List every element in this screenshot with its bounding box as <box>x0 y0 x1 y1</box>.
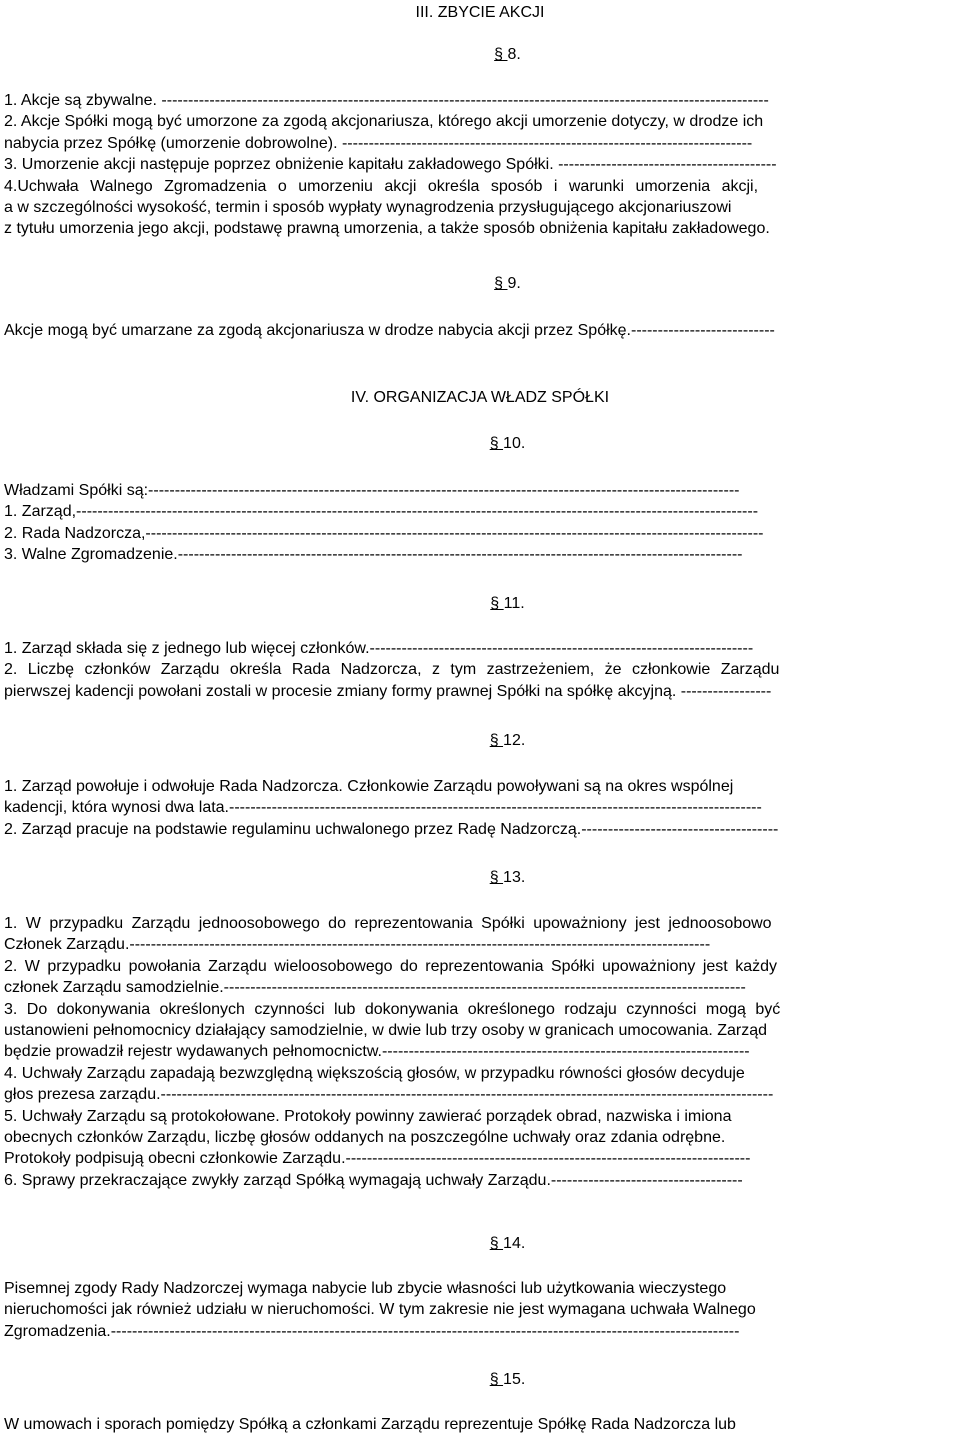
text-line: będzie prowadził rejestr wydawanych pełnomocnictw.--------------------------------------------------------------------- <box>4 1043 750 1061</box>
text-line: głos prezesa zarządu.------------------------------------------------------------------------------------------------------------------- <box>4 1086 774 1104</box>
paragraph-number-label: 9. <box>507 275 521 292</box>
paragraph-number: § <box>489 732 504 749</box>
text-line: ustanowieni pełnomocnicy działający samodzielnie, w dwie lub trzy osoby w granicach umocowania. Zarząd <box>4 1022 768 1040</box>
text-line: Akcje mogą być umarzane za zgodą akcjonariusza w drodze nabycia akcji przez Spółkę.--------------------------- <box>4 322 775 339</box>
paragraph-number: § <box>494 275 508 292</box>
text-line: nabycia przez Spółkę (umorzenie dobrowolne). ----------------------------------------------------------------------------- <box>4 134 753 152</box>
section-heading-organizacja <box>0 387 960 408</box>
text-line: 5. Uchwały Zarządu są protokołowane. Protokoły powinny zawierać porządek obrad, nazwiska i imiona <box>4 1107 732 1125</box>
paragraph-number: § <box>489 1235 504 1252</box>
paragraph-number: § <box>490 595 504 612</box>
text-line: Pisemnej zgody Rady Nadzorczej wymaga nabycie lub zbycie własności lub użytkowania wieczystego <box>4 1280 727 1297</box>
paragraph-number-label: 11. <box>503 595 525 612</box>
text-line: 2. Zarząd pracuje na podstawie regulaminu uchwalonego przez Radę Nadzorczą.------------------------------------- <box>4 820 779 838</box>
paragraph-number: § <box>489 435 504 452</box>
paragraph-10-body <box>4 480 956 566</box>
text-line: Zgromadzenia.---------------------------------------------------------------------------------------------------------------------- <box>4 1322 740 1340</box>
text-line: 4.Uchwała Walnego Zgromadzenia o umorzeniu akcji określa sposób i warunki umorzenia akcji, <box>4 177 759 195</box>
text-line: 6. Sprawy przekraczające zwykły zarząd Spółką wymagają uchwały Zarządu.------------------------------------ <box>4 1171 743 1189</box>
paragraph-15-heading <box>0 1369 960 1390</box>
text-line: 1. W przypadku Zarządu jednoosobowego do reprezentowania Spółki upoważniony jest jednoosobowo <box>4 915 772 932</box>
text-line: Protokoły podpisują obecni członkowie Zarządu.---------------------------------------------------------------------------- <box>4 1150 751 1168</box>
paragraph-12-body <box>4 776 956 840</box>
paragraph-13-heading <box>0 867 960 888</box>
paragraph-number-label: 15. <box>503 1371 526 1388</box>
text-line: a w szczególności wysokość, termin i sposób wypłaty wynagrodzenia przysługującego akcjonariuszowi <box>4 199 732 217</box>
paragraph-number-label: 8. <box>507 46 521 63</box>
text-line: nieruchomości jak również udziału w nieruchomości. W tym zakresie nie jest wymagana uchwała Walnego <box>4 1301 756 1319</box>
text-line: 3. Walne Zgromadzenie.---------------------------------------------------------------------------------------------------------- <box>4 546 743 564</box>
paragraph-number-label: 10. <box>503 435 526 452</box>
text-line: 1. Zarząd powołuje i odwołuje Rada Nadzorcza. Członkowie Zarządu powoływani są na okres wspólnej <box>4 778 734 795</box>
text-line: 1. Zarząd,-------------------------------------------------------------------------------------------------------------------------------- <box>4 503 759 521</box>
paragraph-14-body <box>4 1278 956 1342</box>
section-title: III. ZBYCIE AKCJI <box>415 4 545 21</box>
text-line: 3. Do dokonywania określonych czynności lub dokonywania określonego rodzaju czynności mogą być <box>4 1000 781 1018</box>
paragraph-10-heading <box>0 433 960 454</box>
text-line: członek Zarządu samodzielnie.-------------------------------------------------------------------------------------------------- <box>4 979 746 997</box>
paragraph-9-heading <box>0 273 960 294</box>
paragraph-11-heading <box>0 593 960 614</box>
text-line: 2. Akcje Spółki mogą być umorzone za zgodą akcjonariusza, którego akcji umorzenie dotyczy, w drodze ich <box>4 113 764 131</box>
paragraph-13-body <box>4 913 956 1191</box>
text-line: 4. Uchwały Zarządu zapadają bezwzględną większością głosów, w przypadku równości głosów decyduje <box>4 1064 745 1082</box>
text-line: W umowach i sporach pomiędzy Spółką a członkami Zarządu reprezentuje Spółkę Rada Nadzorcza lub <box>4 1416 736 1433</box>
paragraph-12-heading <box>0 730 960 751</box>
text-line: kadencji, która wynosi dwa lata.---------------------------------------------------------------------------------------------------- <box>4 799 762 817</box>
text-line: pierwszej kadencji powołani zostali w procesie zmiany formy prawnej Spółki na spółkę akcyjną. ----------------- <box>4 682 772 700</box>
text-line: Członek Zarządu.------------------------------------------------------------------------------------------------------------- <box>4 936 711 954</box>
text-line: 1. Akcje są zbywalne. ------------------------------------------------------------------------------------------------------------------ <box>4 92 769 109</box>
section-heading-zbycie-akcji <box>0 2 960 23</box>
text-line: Władzami Spółki są:--------------------------------------------------------------------------------------------------------------- <box>4 482 740 499</box>
text-line: 1. Zarząd składa się z jednego lub więcej członków.------------------------------------------------------------------------ <box>4 640 754 657</box>
paragraph-8-heading <box>0 44 960 65</box>
paragraph-number-label: 13. <box>503 869 526 886</box>
section-title: IV. ORGANIZACJA WŁADZ SPÓŁKI <box>350 389 610 406</box>
text-line: z tytułu umorzenia jego akcji, podstawę prawną umorzenia, a także sposób obniżenia kapitału zakładowego. <box>4 220 770 238</box>
paragraph-number: § <box>489 869 504 886</box>
paragraph-11-body <box>4 638 956 702</box>
paragraph-number-label: 14. <box>503 1235 526 1252</box>
paragraph-14-heading <box>0 1233 960 1254</box>
paragraph-15-body <box>4 1414 956 1435</box>
text-line: 3. Umorzenie akcji następuje poprzez obniżenie kapitału zakładowego Spółki. ----------------------------------------- <box>4 156 777 174</box>
text-line: 2. Liczbę członków Zarządu określa Rada Nadzorcza, z tym zastrzeżeniem, że członkowie Zarządu <box>4 661 780 679</box>
paragraph-number-label: 12. <box>503 732 526 749</box>
text-line: 2. W przypadku powołania Zarządu wieloosobowego do reprezentowania Spółki upoważniony jest każdy <box>4 957 777 975</box>
paragraph-8-body <box>4 90 956 240</box>
paragraph-9-body <box>4 320 956 341</box>
text-line: obecnych członków Zarządu, liczbę głosów oddanych na poszczególne uchwały oraz zdania odrębne. <box>4 1129 726 1147</box>
paragraph-number: § <box>489 1371 504 1388</box>
paragraph-number: § <box>494 46 508 63</box>
text-line: 2. Rada Nadzorcza,-------------------------------------------------------------------------------------------------------------------- <box>4 524 764 542</box>
